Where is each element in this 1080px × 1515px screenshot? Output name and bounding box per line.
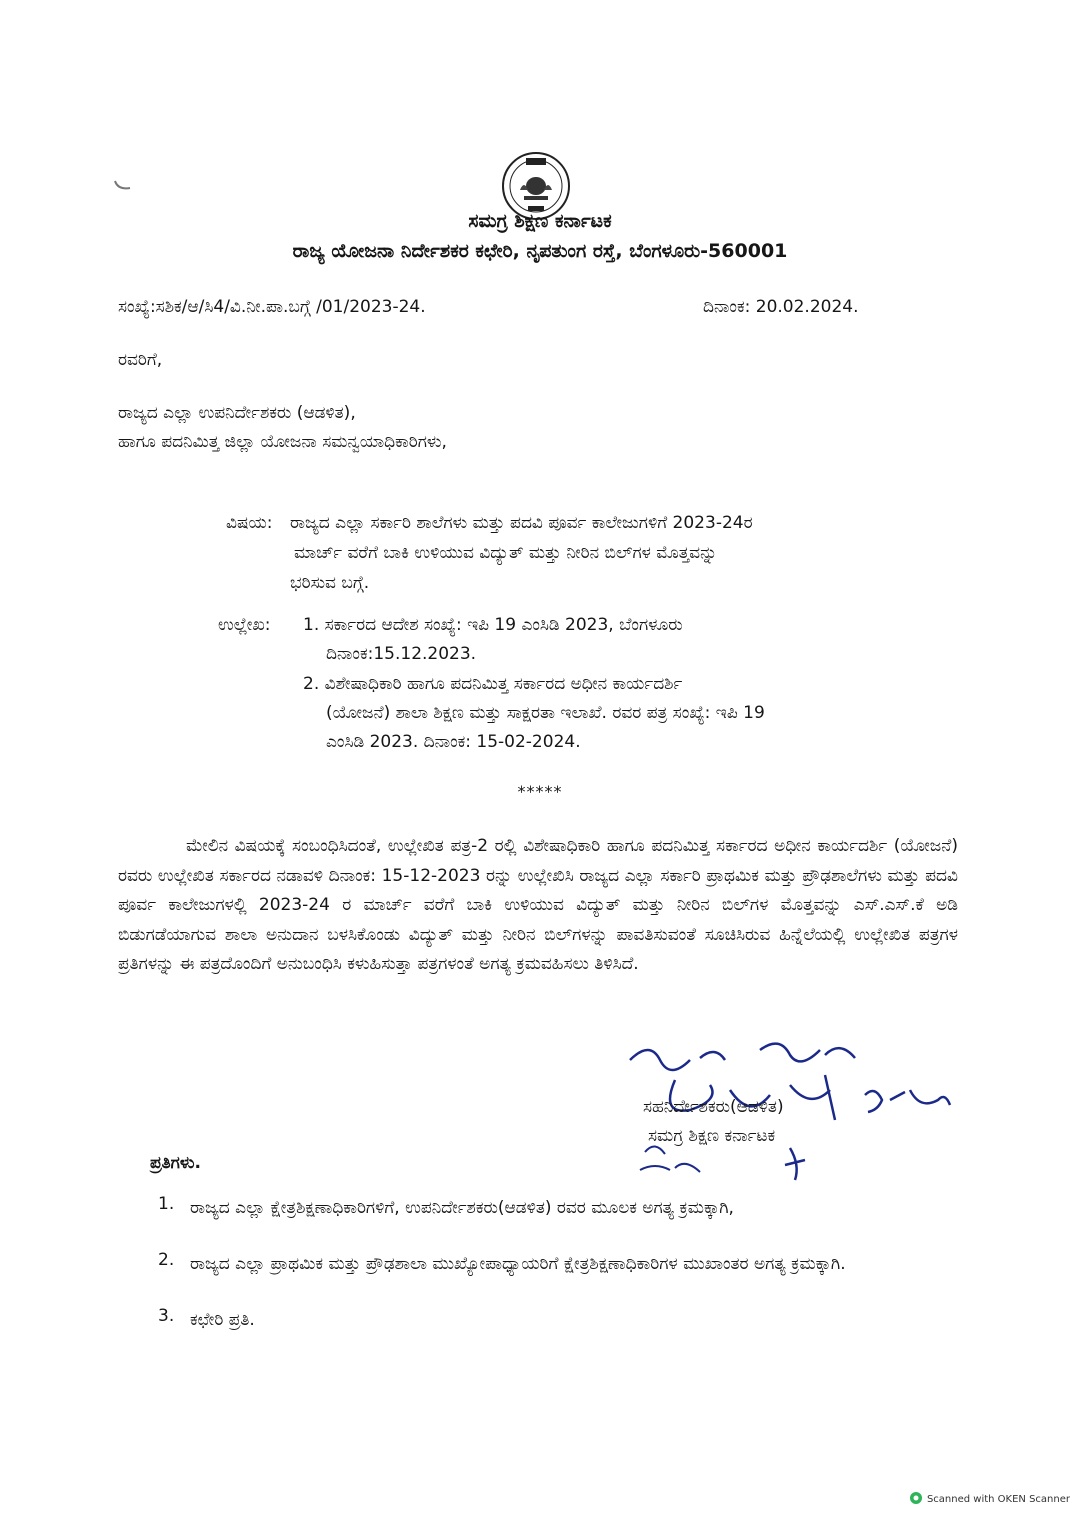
reference-1-line-1: 1. ಸರ್ಕಾರದ ಆದೇಶ ಸಂಖ್ಯೆ: ಇಪಿ 19 ಎಂಸಿಡಿ 2023, ಬೆಂಗಳೂರು (303, 615, 683, 635)
copy-item-number: 3. (158, 1306, 175, 1326)
subject-line-2: ಮಾರ್ಚ್ ವರೆಗೆ ಬಾಕಿ ಉಳಿಯುವ ವಿದ್ಯುತ್ ಮತ್ತು ನೀರಿನ ಬಿಲ್‌ಗಳ ಮೊತ್ತವನ್ನು (294, 543, 718, 563)
letter-number: ಸಂಖ್ಯೆ:ಸಶಿಕ/ಆ/ಸಿ4/ವಿ.ನೀ.ಪಾ.ಬಗ್ಗೆ /01/2023-24. (118, 297, 426, 317)
salutation: ರವರಿಗೆ, (118, 350, 163, 370)
recipient-line-1: ರಾಜ್ಯದ ಎಲ್ಲಾ ಉಪನಿರ್ದೇಶಕರು (ಆಡಳಿತ), (118, 403, 356, 423)
reference-2-line-3: ಎಂಸಿಡಿ 2023. ದಿನಾಂಕ: 15-02-2024. (326, 732, 581, 752)
body-paragraph: ಮೇಲಿನ ವಿಷಯಕ್ಕೆ ಸಂಬಂಧಿಸಿದಂತೆ, ಉಲ್ಲೇಖಿತ ಪತ್ರ-2 ರಲ್ಲಿ ವಿಶೇಷಾಧಿಕಾರಿ ಹಾಗೂ ಪದನಿಮಿತ್ತ ಸರ್ಕಾರದ ಅಧೀನ ಕಾರ್ಯದರ್ಶಿ (ಯೋಜನೆ) ರವರು ಉಲ್ಲೇಖಿತ ಸರ್ಕಾರದ ನಡಾವಳಿ ದಿನಾಂಕ: 15-12-2023 ರನ್ನು ಉಲ್ಲೇಖಿಸಿ ರಾಜ್ಯದ ಎಲ್ಲಾ ಸರ್ಕಾರಿ ಪ್ರಾಥಮಿಕ ಮತ್ತು ಪ್ರೌಢಶಾಲೆಗಳು ಮತ್ತು ಪದವಿ ಪೂರ್ವ ಕಾಲೇಜುಗಳಲ್ಲಿ 2023-24 ರ ಮಾರ್ಚ್ ವರೆಗೆ ಬಾಕಿ ಉಳಿಯುವ ವಿದ್ಯುತ್ ಮತ್ತು ನೀರಿನ ಬಿಲ್‌ಗಳ ಮೊತ್ತವನ್ನು ಎಸ್.ಎಸ್.ಕೆ ಅಡಿ ಬಿಡುಗಡೆಯಾಗುವ ಶಾಲಾ ಅನುದಾನ ಬಳಸಿಕೊಂಡು ವಿದ್ಯುತ್ ಮತ್ತು ನೀರಿನ ಬಿಲ್‌ಗಳನ್ನು ಪಾವತಿಸುವಂತೆ ಸೂಚಿಸಿರುವ ಹಿನ್ನೆಲೆಯಲ್ಲಿ ಉಲ್ಲೇಖಿತ ಪತ್ರಗಳ ಪ್ರತಿಗಳನ್ನು ಈ ಪತ್ರದೊಂದಿಗೆ ಅನುಬಂಧಿಸಿ ಕಳುಹಿಸುತ್ತಾ ಪತ್ರಗಳಂತೆ ಅಗತ್ಯ ಕ್ರಮವಹಿಸಲು ತಿಳಿಸಿದೆ. (118, 836, 958, 974)
copy-item-text: ರಾಜ್ಯದ ಎಲ್ಲಾ ಪ್ರಾಥಮಿಕ ಮತ್ತು ಪ್ರೌಢಶಾಲಾ ಮುಖ್ಯೋಪಾಧ್ಯಾಯರಿಗೆ ಕ್ಷೇತ್ರಶಿಕ್ಷಣಾಧಿಕಾರಿಗಳ ಮುಖಾಂತರ ಅಗತ್ಯ ಕ್ರಮಕ್ಕಾಗಿ. (190, 1254, 846, 1274)
separator: ***** (517, 782, 563, 801)
signatory-organization: ಸಮಗ್ರ ಶಿಕ್ಷಣ ಕರ್ನಾಟಕ (648, 1126, 776, 1146)
copy-item-number: 2. (158, 1250, 175, 1270)
office-address: ರಾಜ್ಯ ಯೋಜನಾ ನಿರ್ದೇಶಕರ ಕಛೇರಿ, ನೃಪತುಂಗ ರಸ್ತೆ, ಬೆಂಗಳೂರು-560001 (292, 240, 788, 262)
copy-item-number: 1. (158, 1194, 175, 1214)
reference-label: ಉಲ್ಲೇಖ: (218, 615, 271, 635)
letter-date: ದಿನಾಂಕ: 20.02.2024. (703, 297, 859, 317)
signatory-designation: ಸಹನಿರ್ದೇಶಕರು(ಆಡಳಿತ) (643, 1097, 784, 1117)
subject-line-3: ಭರಿಸುವ ಬಗ್ಗೆ. (290, 573, 370, 593)
subject-line-1: ರಾಜ್ಯದ ಎಲ್ಲಾ ಸರ್ಕಾರಿ ಶಾಲೆಗಳು ಮತ್ತು ಪದವಿ ಪೂರ್ವ ಕಾಲೇಜುಗಳಿಗೆ 2023-24ರ (290, 513, 753, 533)
scanner-label: Scanned with OKEN Scanner (926, 1494, 1070, 1505)
reference-2-line-2: (ಯೋಜನೆ) ಶಾಲಾ ಶಿಕ್ಷಣ ಮತ್ತು ಸಾಕ್ಷರತಾ ಇಲಾಖೆ. ರವರ ಪತ್ರ ಸಂಖ್ಯೆ: ಇಪಿ 19 (326, 703, 765, 723)
reference-2-line-1: 2. ವಿಶೇಷಾಧಿಕಾರಿ ಹಾಗೂ ಪದನಿಮಿತ್ತ ಸರ್ಕಾರದ ಅಧೀನ ಕಾರ್ಯದರ್ಶಿ (303, 674, 683, 694)
subject-label: ವಿಷಯ: (226, 513, 273, 533)
mark-icon (112, 178, 136, 194)
scanner-watermark (909, 1491, 1070, 1505)
org-title: ಸಮಗ್ರ ಶಿಕ್ಷಣ ಕರ್ನಾಟಕ (468, 210, 612, 232)
copies-heading: ಪ್ರತಿಗಳು. (150, 1153, 201, 1173)
reference-1-line-2: ದಿನಾಂಕ:15.12.2023. (326, 644, 477, 664)
copy-item-text: ರಾಜ್ಯದ ಎಲ್ಲಾ ಕ್ಷೇತ್ರಶಿಕ್ಷಣಾಧಿಕಾರಿಗಳಿಗೆ, ಉಪನಿರ್ದೇಶಕರು(ಆಡಳಿತ) ರವರ ಮೂಲಕ ಅಗತ್ಯ ಕ್ರಮಕ್ಕಾಗಿ, (190, 1198, 734, 1218)
scanner-logo-icon (909, 1491, 923, 1505)
recipient-line-2: ಹಾಗೂ ಪದನಿಮಿತ್ತ ಜಿಲ್ಲಾ ಯೋಜನಾ ಸಮನ್ವಯಾಧಿಕಾರಿಗಳು, (118, 432, 447, 452)
copy-item-text: ಕಛೇರಿ ಪ್ರತಿ. (190, 1310, 255, 1330)
